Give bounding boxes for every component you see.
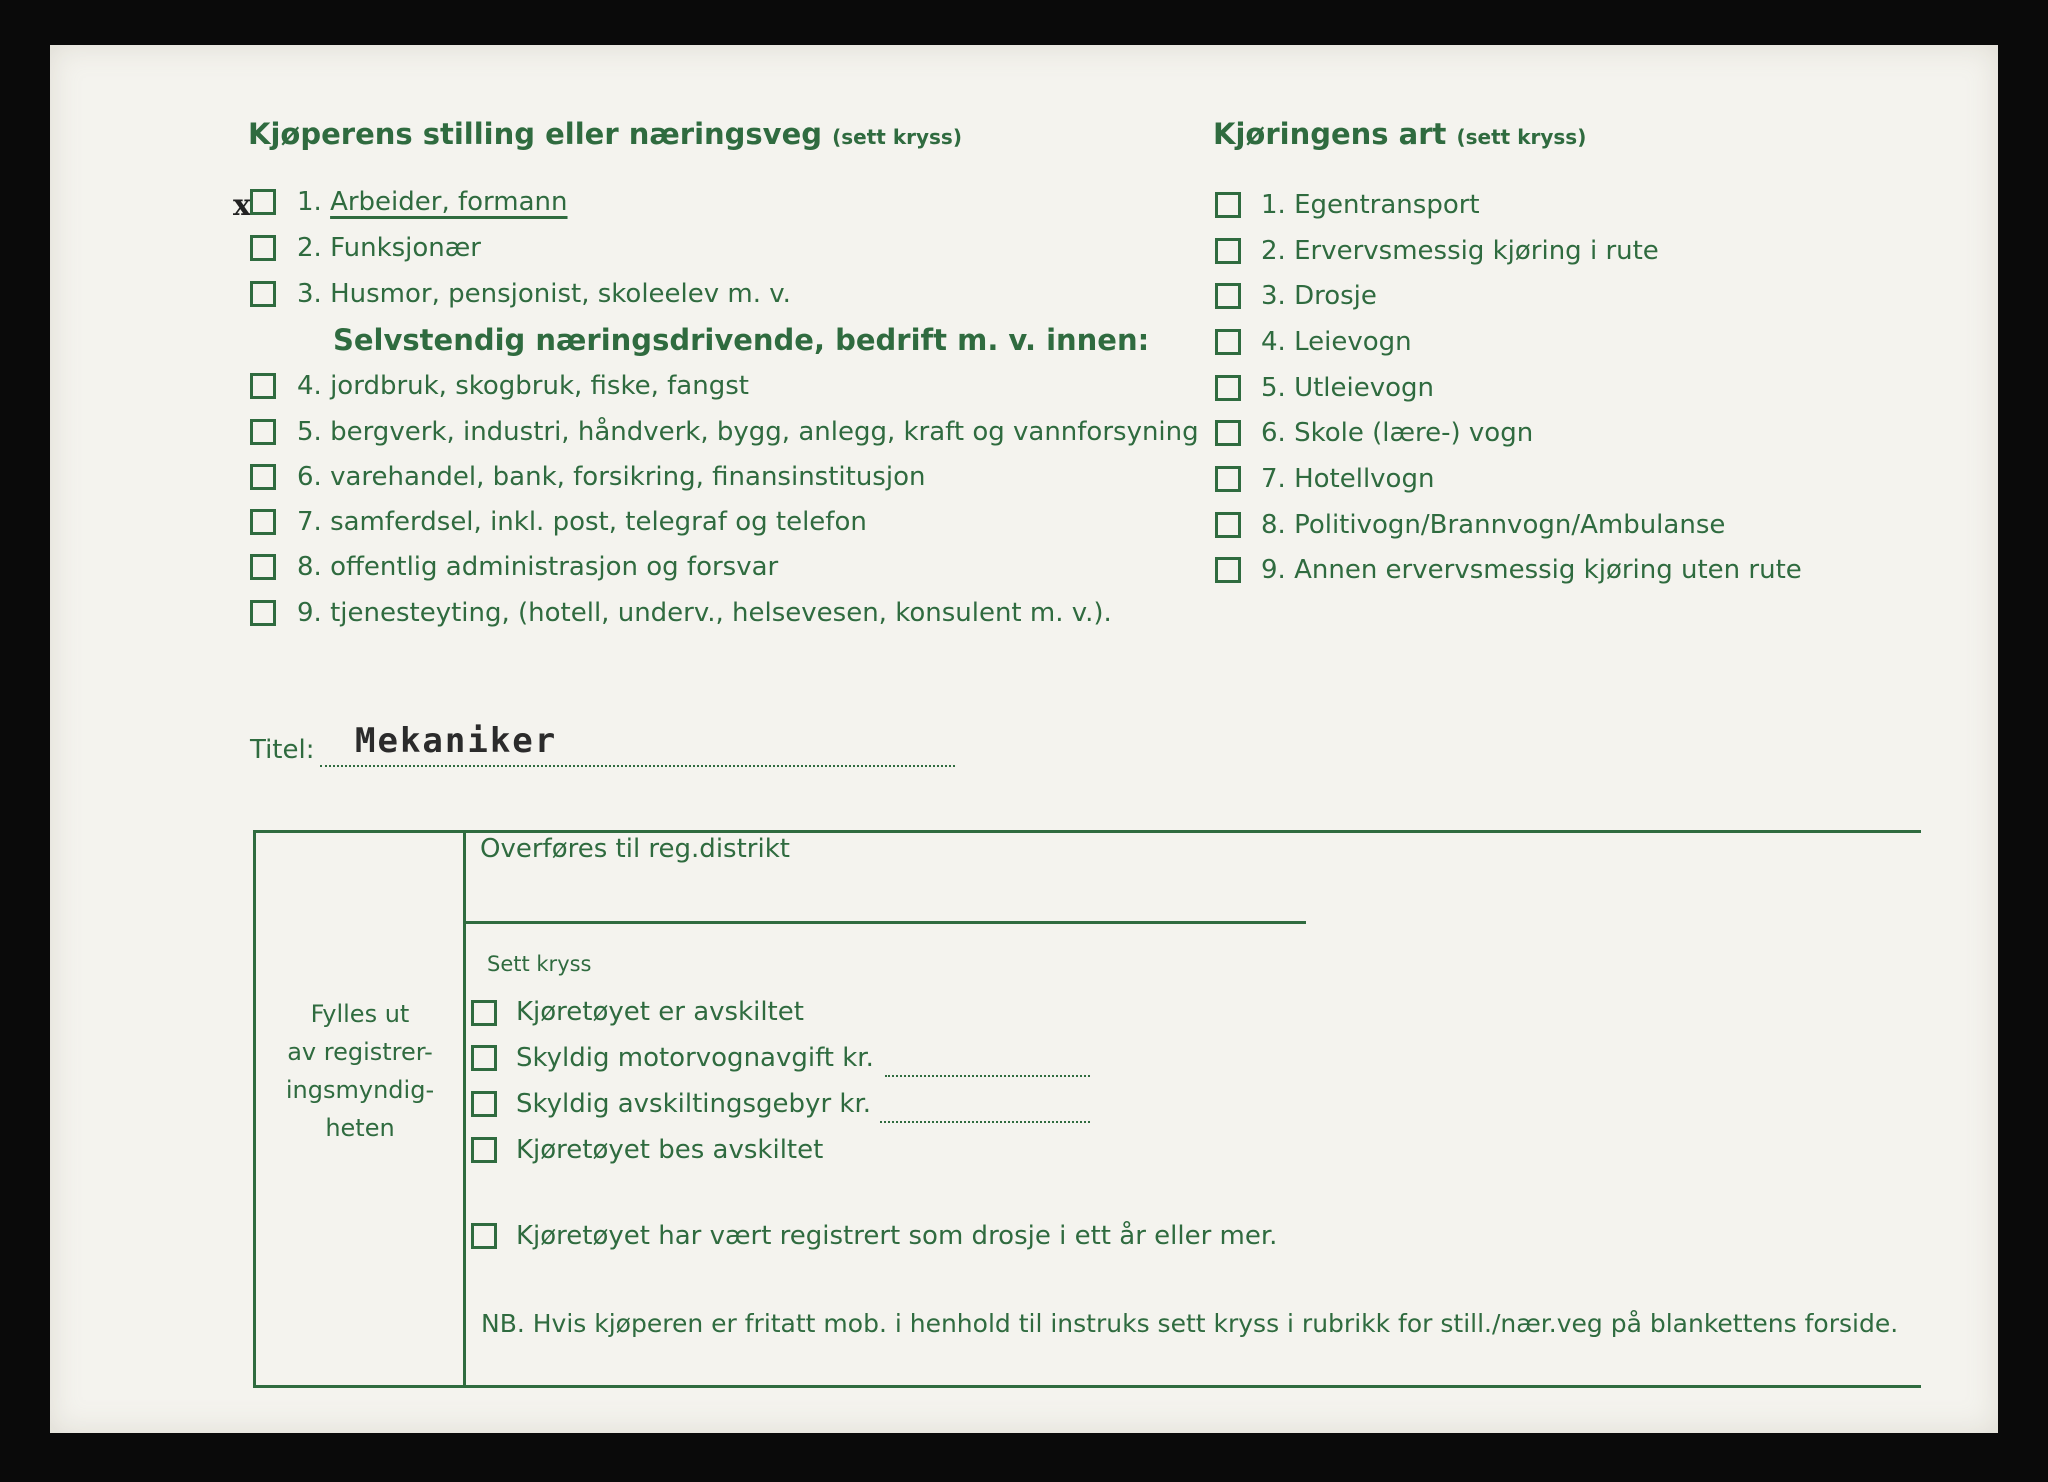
item-number: 6.	[1261, 418, 1286, 448]
item-label: Annen ervervsmessig kjøring uten rute	[1294, 555, 1802, 585]
checkbox-avskiltingsgebyr[interactable]	[471, 1091, 497, 1117]
checkbox-kjoring-8[interactable]	[1215, 512, 1241, 538]
item-number: 8.	[297, 552, 322, 582]
checkbox-stilling-3[interactable]	[250, 281, 276, 307]
item-number: 3.	[1261, 281, 1286, 311]
item-label: offentlig administrasjon og forsvar	[330, 552, 779, 582]
checkbox-kjoring-5[interactable]	[1215, 375, 1241, 401]
side-label-line-1: Fylles ut	[310, 1000, 410, 1028]
checkbox-avskiltet[interactable]	[471, 1000, 497, 1026]
checkbox-kjoring-6[interactable]	[1215, 420, 1241, 446]
item-label: samferdsel, inkl. post, telegraf og telefon	[330, 507, 867, 537]
box-divider-line	[463, 830, 466, 1388]
item-number: 5.	[297, 417, 322, 447]
option-motorvognavgift: Skyldig motorvognavgift kr.	[516, 1043, 874, 1073]
form-sheet	[50, 45, 1998, 1433]
checkbox-kjoring-4[interactable]	[1215, 329, 1241, 355]
side-label-line-3: ingsmyndig-	[285, 1076, 435, 1104]
stilling-item-5	[297, 415, 1199, 449]
avskiltingsgebyr-field[interactable]	[880, 1119, 1090, 1123]
item-label: Husmor, pensjonist, skoleelev m. v.	[330, 279, 791, 309]
checkbox-stilling-9[interactable]	[250, 600, 276, 626]
sett-kryss-label: Sett kryss	[487, 952, 592, 976]
item-number: 2.	[297, 233, 322, 263]
checkbox-stilling-7[interactable]	[250, 509, 276, 535]
item-label: Funksjonær	[330, 233, 481, 263]
checkbox-kjoring-7[interactable]	[1215, 466, 1241, 492]
kjoring-item-3	[1261, 279, 1377, 313]
box-bottom-line	[253, 1385, 1921, 1388]
item-label: varehandel, bank, forsikring, finansinstitusjon	[330, 462, 926, 492]
stilling-item-4	[297, 369, 749, 403]
item-number: 7.	[1261, 464, 1286, 494]
stilling-item-8	[297, 550, 778, 584]
checkbox-stilling-5[interactable]	[250, 419, 276, 445]
checkbox-kjoring-9[interactable]	[1215, 557, 1241, 583]
kjoring-item-5	[1261, 371, 1434, 405]
item-number: 1.	[1261, 190, 1286, 220]
side-label-line-4: heten	[325, 1114, 395, 1142]
kjoring-item-9	[1261, 553, 1802, 587]
left-section-title	[248, 117, 962, 151]
checkbox-stilling-4[interactable]	[250, 373, 276, 399]
item-label: Utleievogn	[1294, 373, 1435, 403]
item-label: jordbruk, skogbruk, fiske, fangst	[330, 371, 749, 401]
item-number: 5.	[1261, 373, 1286, 403]
right-title-text: Kjøringens art	[1213, 117, 1447, 151]
checkbox-kjoring-2[interactable]	[1215, 238, 1241, 264]
option-drosje-ett-ar: Kjøretøyet har vært registrert som drosje i ett år eller mer.	[516, 1221, 1278, 1251]
option-bes-avskiltet: Kjøretøyet bes avskiltet	[516, 1135, 824, 1165]
titel-value[interactable]: Mekaniker	[355, 721, 558, 761]
item-number: 4.	[1261, 327, 1286, 357]
item-number: 7.	[297, 507, 322, 537]
item-number: 3.	[297, 279, 322, 309]
stilling-item-6	[297, 460, 925, 494]
nb-note: NB. Hvis kjøperen er fritatt mob. i henhold til instruks sett kryss i rubrikk for still./nær.veg på blankettens forside.	[481, 1309, 1899, 1338]
stilling-item-2	[297, 231, 481, 265]
right-section-title	[1213, 117, 1586, 151]
item-number: 4.	[297, 371, 322, 401]
check-mark-x: x	[233, 188, 251, 223]
item-label: tjenesteyting, (hotell, underv., helsevesen, konsulent m. v.).	[330, 598, 1112, 628]
item-label: Arbeider, formann	[330, 187, 568, 217]
kjoring-item-4	[1261, 325, 1412, 359]
checkbox-kjoring-1[interactable]	[1215, 192, 1241, 218]
item-label: Egentransport	[1294, 190, 1480, 220]
selvstendig-subtitle: Selvstendig næringsdrivende, bedrift m. v. innen:	[333, 323, 1150, 357]
stilling-item-1	[297, 185, 568, 219]
checkbox-bes-avskiltet[interactable]	[471, 1137, 497, 1163]
item-number: 1.	[297, 187, 322, 217]
stilling-item-9	[297, 596, 1112, 630]
checkbox-stilling-8[interactable]	[250, 554, 276, 580]
titel-label: Titel:	[250, 735, 315, 765]
checkbox-drosje-ett-ar[interactable]	[471, 1223, 497, 1249]
item-label: Hotellvogn	[1294, 464, 1435, 494]
stilling-item-3	[297, 277, 791, 311]
kjoring-item-8	[1261, 508, 1725, 542]
item-number: 6.	[297, 462, 322, 492]
motorvognavgift-field[interactable]	[885, 1073, 1090, 1077]
box-left-line	[253, 830, 256, 1388]
item-label: Ervervsmessig kjøring i rute	[1294, 236, 1659, 266]
checkbox-stilling-6[interactable]	[250, 464, 276, 490]
option-avskiltet: Kjøretøyet er avskiltet	[516, 997, 804, 1027]
left-title-text: Kjøperens stilling eller næringsveg	[248, 117, 823, 151]
kjoring-item-6	[1261, 416, 1533, 450]
left-title-hint: (sett kryss)	[832, 125, 962, 149]
item-number: 9.	[1261, 555, 1286, 585]
bleed-through	[730, 210, 745, 264]
kjoring-item-1	[1261, 188, 1480, 222]
item-number: 2.	[1261, 236, 1286, 266]
item-number: 9.	[297, 598, 322, 628]
checkbox-stilling-2[interactable]	[250, 235, 276, 261]
overfores-line	[466, 921, 1306, 924]
item-label: Drosje	[1294, 281, 1377, 311]
item-number: 8.	[1261, 510, 1286, 540]
kjoring-item-2	[1261, 234, 1659, 268]
registrering-side-label	[260, 995, 460, 1147]
checkbox-kjoring-3[interactable]	[1215, 283, 1241, 309]
checkbox-motorvognavgift[interactable]	[471, 1045, 497, 1071]
item-label: Leievogn	[1294, 327, 1412, 357]
stilling-item-7	[297, 505, 867, 539]
option-avskiltingsgebyr: Skyldig avskiltingsgebyr kr.	[516, 1089, 872, 1119]
overfores-label: Overføres til reg.distrikt	[480, 834, 790, 864]
kjoring-item-7	[1261, 462, 1434, 496]
titel-dotted-line	[320, 763, 955, 767]
item-label: Politivogn/Brannvogn/Ambulanse	[1294, 510, 1726, 540]
item-label: bergverk, industri, håndverk, bygg, anlegg, kraft og vannforsyning	[330, 417, 1199, 447]
item-label: Skole (lære-) vogn	[1294, 418, 1534, 448]
side-label-line-2: av registrer-	[287, 1038, 433, 1066]
right-title-hint: (sett kryss)	[1456, 125, 1587, 149]
checkbox-stilling-1[interactable]	[250, 189, 276, 215]
